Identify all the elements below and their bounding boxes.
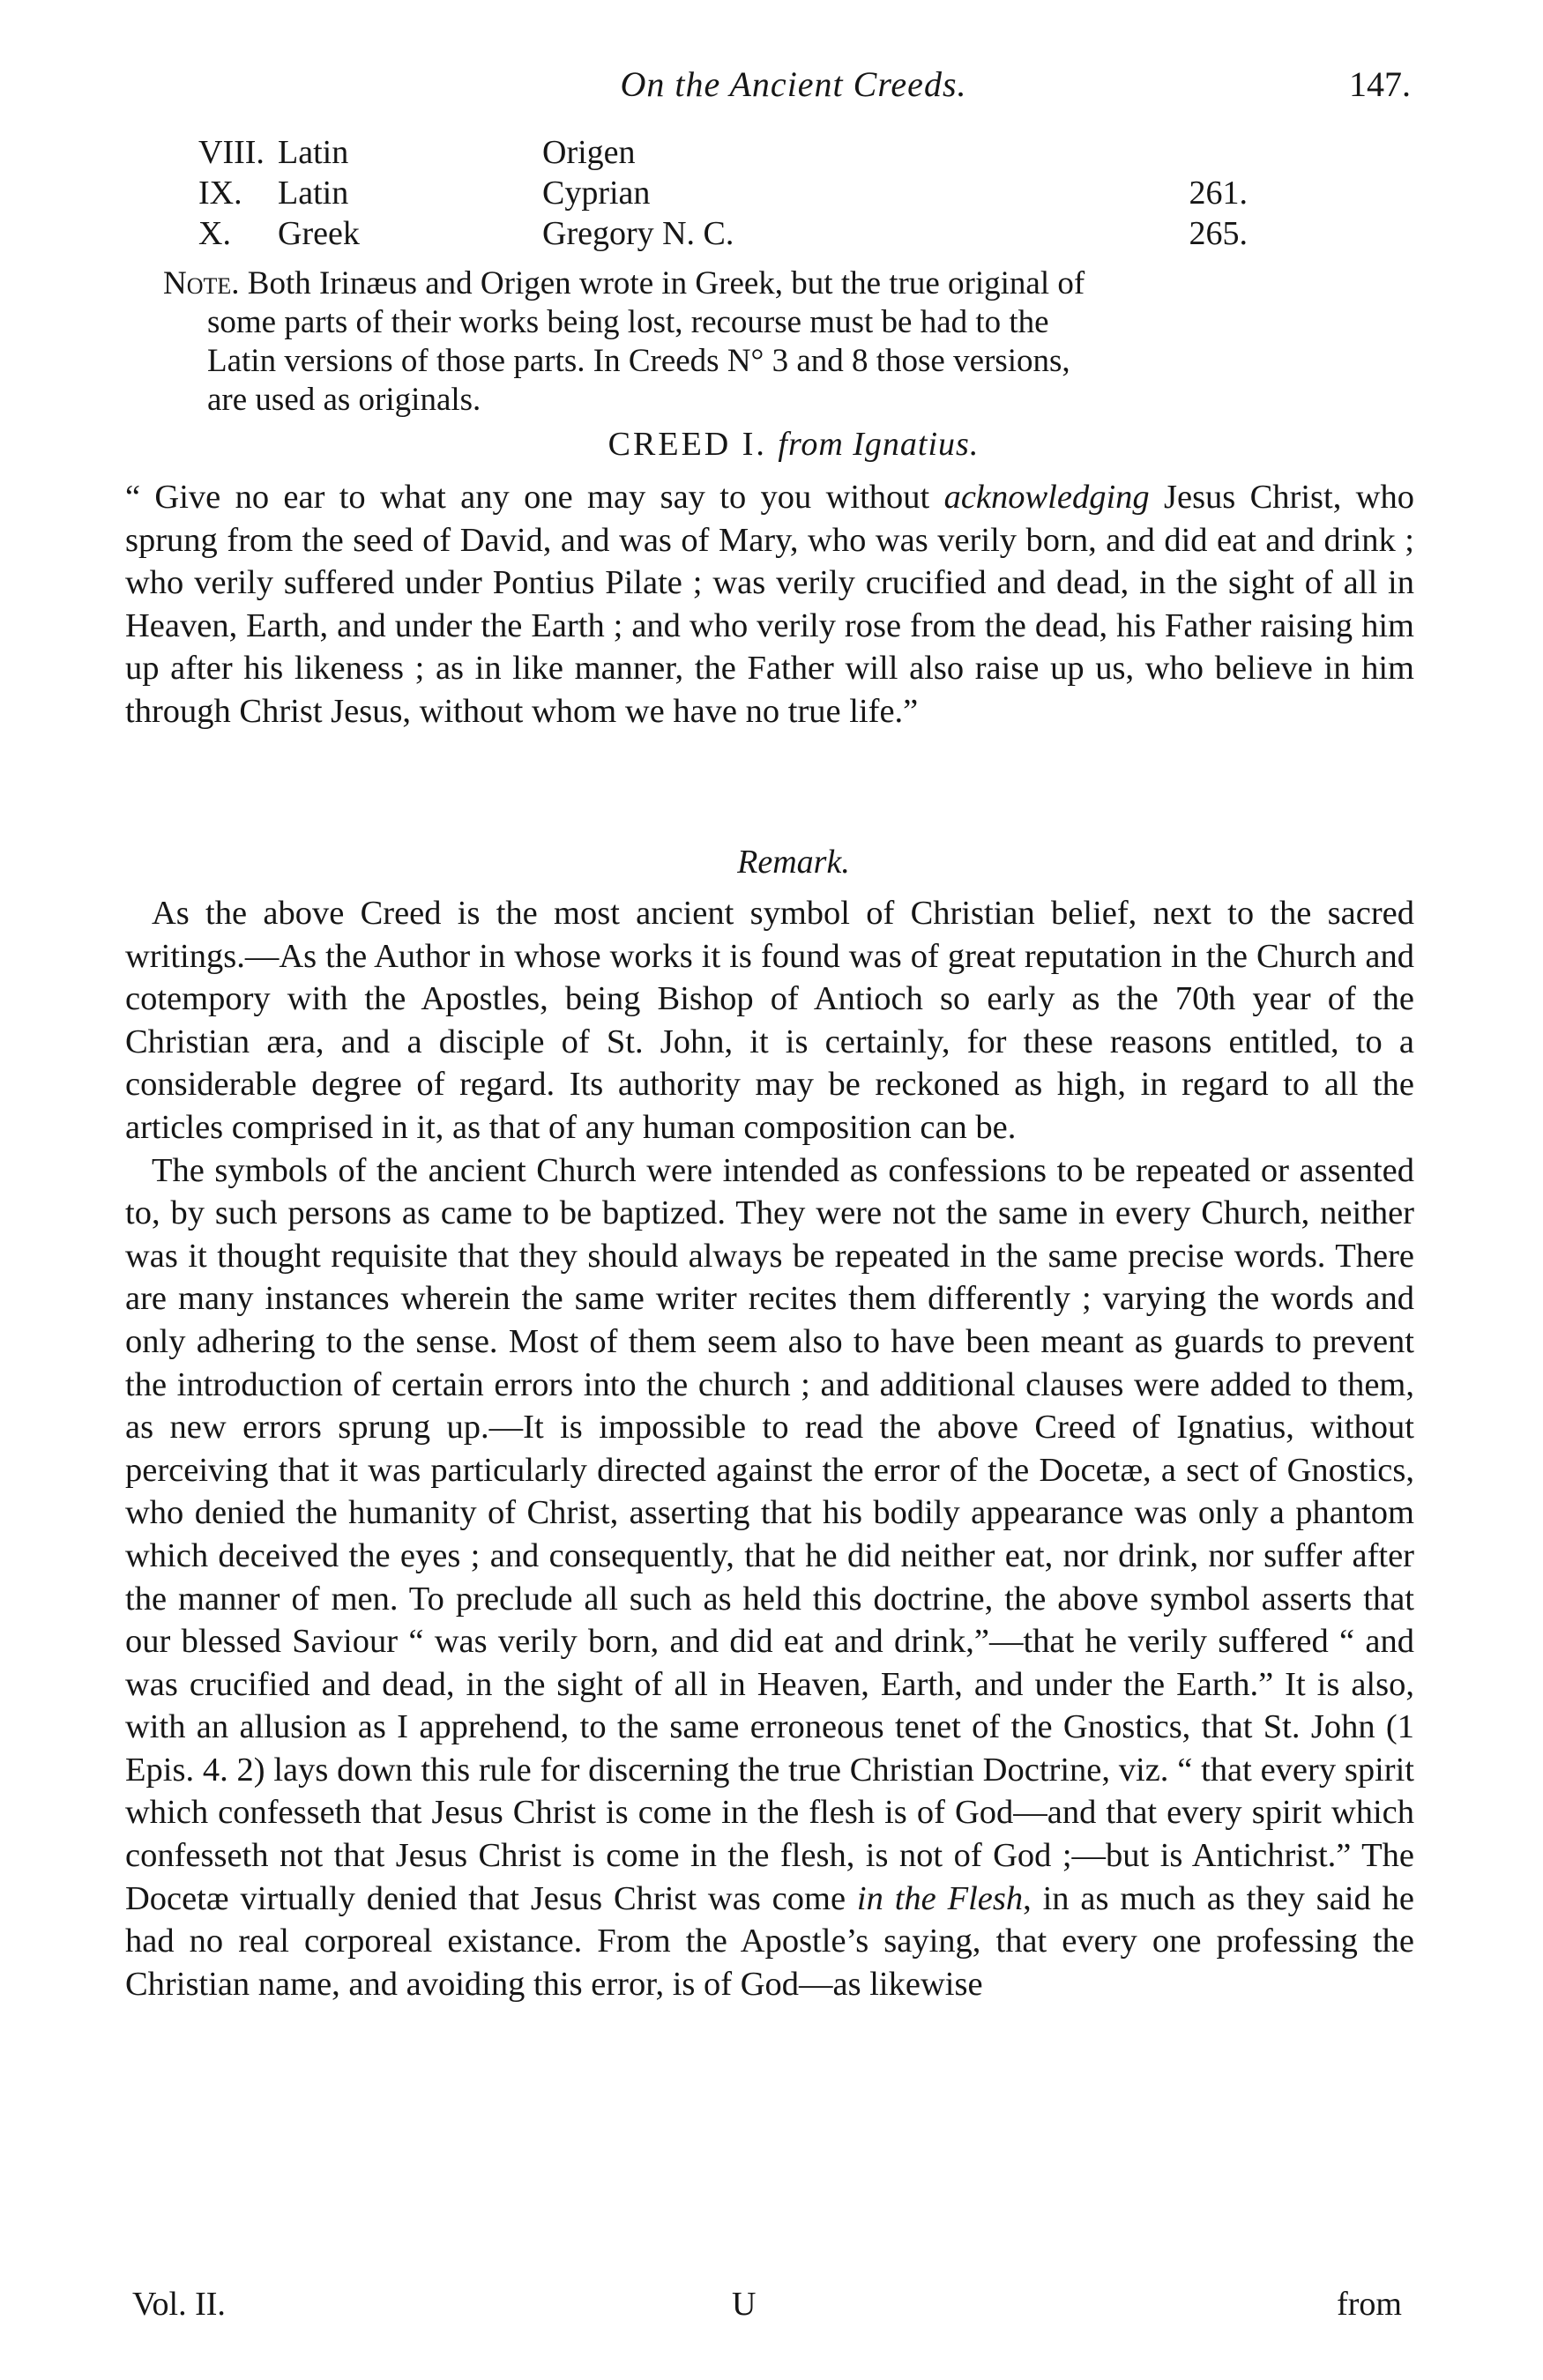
creed-heading <box>176 425 1411 464</box>
table-row <box>198 132 1371 173</box>
note-line: are used as originals. <box>207 382 481 418</box>
quote-paragraph <box>125 476 1414 733</box>
row-year: 265. <box>1189 215 1248 252</box>
remark-text: The symbols of the ancient Church were intended as confessions to be repeated or assented to, by such persons as came to be baptized. They were not the same in every Church, neither was it thought requisite that they should always be repeated in the same precise words. There are many instances wherein the same writer recites them differently ; varying the words and only adhering to the sense. Most of them seem also to have been meant as guards to prevent the introduction of certain errors into the church ; and additional clauses were added to them, as new errors sprung up.—It is impossible to read the above Creed of Ignatius, without perceiving that it was particularly directed against the error of the Docetæ, a sect of Gnostics, who denied the humanity of Christ, asserting that his bodily appearance was only a phantom which deceived the eyes ; and consequently, that he did neither eat, nor drink, nor suffer after the manner of men. To preclude all such as held this doctrine, the above symbol asserts that our blessed Saviour “ was verily born, and did eat and drink,”—that he verily suffered “ and was crucified and dead, in the sight of all in Heaven, Earth, and under the Earth.” It is also, with an allusion as I apprehend, to the same erroneous tenet of the Gnostics, that St. John (1 Epis. 4. 2) lays down this rule for discerning the true Christian Doctrine, viz. “ that every spirit which confesseth that Jesus Christ is come in the flesh is of God—and that every spirit which confesseth not that Jesus Christ is come in the flesh, is not of God ;—but is Antichrist.” The Docetæ virtually denied that Jesus Christ was come <box>125 1151 1414 1917</box>
row-author: Gregory N. C. <box>542 215 734 252</box>
row-year: 261. <box>1189 175 1248 212</box>
page-footer <box>132 2285 1402 2329</box>
remark-text: , in as much as they said he had no real corporeal existance. From the Apostle’s saying, that every one professing the Christian name, and avoiding this error, is of God—as likewise <box>125 1879 1414 2003</box>
remark-paragraph: As the above Creed is the most ancient symbol of Christian belief, next to the sacred writings.—As the Author in whose works it is found was of great reputation in the Church and cotempory with the Apostles, being Bishop of Antioch so early as the 70th year of the Christian æra, and a disciple of St. John, it is certainly, for these reasons entitled, to a considerable degree of regard. Its authority may be reckoned as high, in regard to all the articles comprised in it, as that of any human composition can be. <box>125 895 1414 1146</box>
quote-text: Jesus Christ, who sprung from the seed of David, and was of Mary, who was verily born, and did eat and drink ; who verily suffered under Pontius Pilate ; was verily crucified and dead, in the sight of all in Heaven, Earth, and under the Earth ; and who verily rose from the dead, his Father raising him up after his likeness ; as in like manner, the Father will also raise up us, who believe in him through Christ Jesus, without whom we have no true life.” <box>125 479 1414 730</box>
creed-source: from Ignatius. <box>778 426 980 463</box>
remark-heading: Remark. <box>737 844 850 881</box>
table-row <box>198 213 1371 254</box>
running-head <box>176 63 1411 116</box>
remark-body <box>125 892 1414 2005</box>
row-author: Origen <box>542 134 636 171</box>
remark-paragraph <box>125 1149 1414 2006</box>
row-number: VIII. <box>198 134 265 171</box>
creed-title: CREED I. <box>608 426 767 463</box>
remark-emphasis: in the Flesh <box>856 1879 1024 1917</box>
row-language: Latin <box>278 134 349 171</box>
catchword: from <box>1337 2286 1402 2323</box>
note-line: some parts of their works being lost, recourse must be had to the <box>207 304 1049 340</box>
row-language: Latin <box>278 175 349 212</box>
row-number: IX. <box>198 175 242 212</box>
creed-source-table <box>198 132 1371 254</box>
note-line: Latin versions of those parts. In Creeds N° 3 and 8 those versions, <box>207 343 1070 379</box>
quote-emphasis: acknowledging <box>943 479 1150 516</box>
volume-label: Vol. II. <box>132 2286 226 2323</box>
row-language: Greek <box>278 215 360 252</box>
note <box>163 264 1398 420</box>
table-row <box>198 173 1371 213</box>
note-text: Both Irinæus and Origen wrote in Greek, but the true original of <box>247 265 1085 301</box>
quote-text: “ Give no ear to what any one may say to you without <box>125 479 944 516</box>
note-line <box>163 264 1398 303</box>
note-label: Note. <box>163 265 240 301</box>
row-number: X. <box>198 215 231 252</box>
creed-quote <box>125 476 1414 733</box>
running-title: On the Ancient Creeds. <box>620 64 967 104</box>
signature-mark: U <box>732 2286 757 2323</box>
row-author: Cyprian <box>542 175 651 212</box>
page-number: 147. <box>1349 64 1411 104</box>
